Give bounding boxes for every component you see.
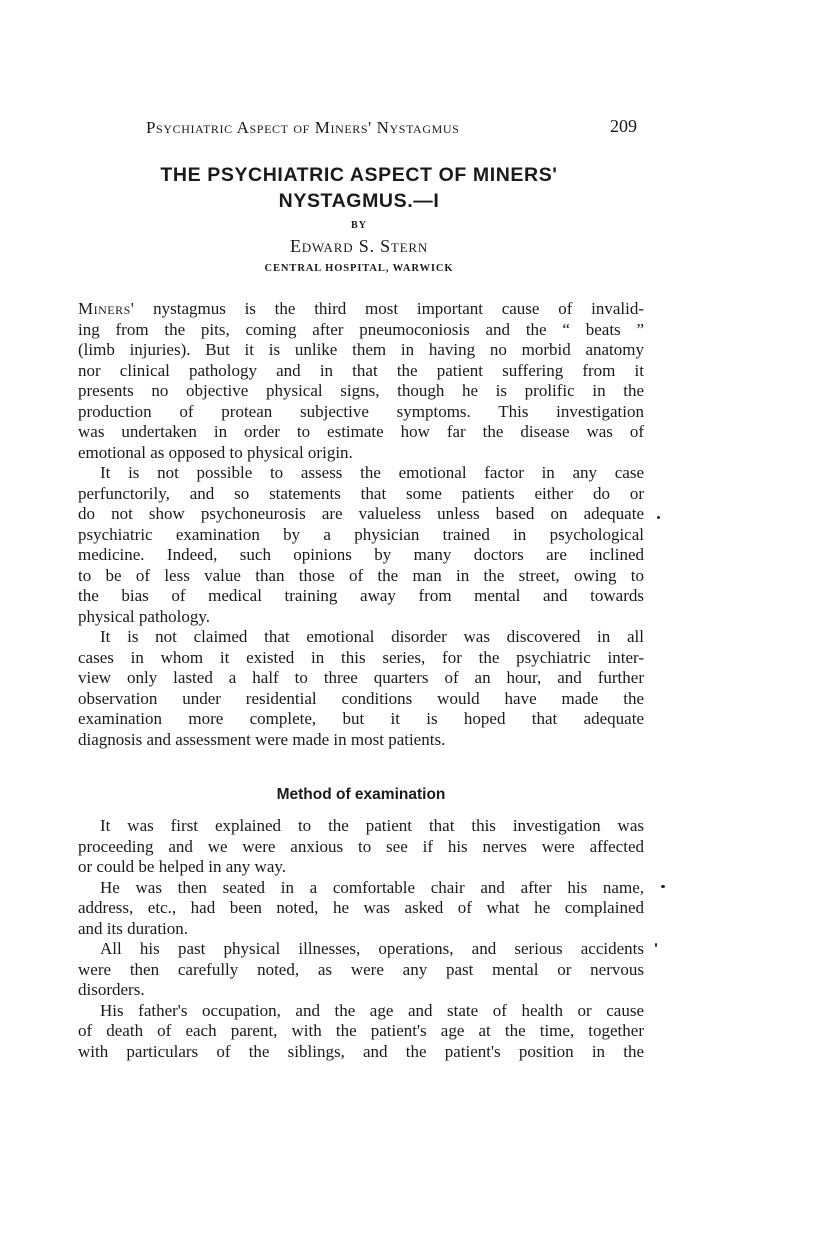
body-line: proceeding and we were anxious to see if his nerves were affected [78, 836, 644, 856]
body-line: was undertaken in order to estimate how far the disease was of [78, 422, 644, 441]
body-line: nor clinical pathology and in that the patient suffering from it [78, 360, 644, 380]
body-line: It is not possible to assess the emotional factor in any case [100, 463, 644, 482]
body-line: examination more complete, but it is hoped that adequate [78, 709, 644, 728]
scan-speck [661, 885, 665, 888]
body-line: perfunctorily, and so statements that some patients either do or [78, 483, 644, 503]
body-line: presents no objective physical signs, though he is prolific in the [78, 381, 644, 400]
lead-word: Miners' [78, 299, 135, 318]
scan-speck [657, 516, 660, 519]
body-line: or could be helped in any way. [78, 857, 287, 876]
body-line: ing from the pits, coming after pneumoconiosis and the “ beats ” [78, 319, 644, 339]
body-line: of death of each parent, with the patient's age at the time, together [78, 1021, 644, 1040]
body-line: view only lasted a half to three quarters of an hour, and further [78, 668, 644, 687]
body-line: do not show psychoneurosis are valueless unless based on adequate [78, 504, 644, 523]
body-line: diagnosis and assessment were made in most patients. [78, 729, 446, 749]
body-line: were then carefully noted, as were any past mental or nervous [78, 959, 644, 979]
method-body [78, 816, 644, 1062]
body-line: All his past physical illnesses, operations, and serious accidents [100, 939, 644, 958]
author-affiliation: CENTRAL HOSPITAL, WARWICK [264, 263, 454, 274]
body-line: It is not claimed that emotional disorder was discovered in all [100, 627, 644, 646]
running-head: Psychiatric Aspect of Miners' Nystagmus [146, 118, 460, 137]
article-title [78, 162, 640, 214]
section-heading: Method of examination [276, 786, 446, 803]
body-line: cases in whom it existed in this series, for the psychiatric inter- [78, 647, 644, 667]
byline: BY [351, 220, 367, 231]
body-line: medicine. Indeed, such opinions by many doctors are inclined [78, 545, 644, 564]
scan-speck [655, 943, 657, 947]
body-line: with particulars of the siblings, and the patient's position in the [78, 1041, 644, 1061]
body-line: emotional as opposed to physical origin. [78, 442, 353, 462]
body-line: He was then seated in a comfortable chair and after his name, [100, 877, 644, 897]
body-line: disorders. [78, 980, 145, 999]
body-line: psychiatric examination by a physician trained in psychological [78, 524, 644, 544]
page-number: 209 [610, 116, 637, 136]
body-line: production of protean subjective symptoms. This investigation [78, 401, 644, 421]
body-line: (limb injuries). But it is unlike them in having no morbid anatomy [78, 340, 644, 359]
intro-body [78, 299, 644, 750]
body-line: His father's occupation, and the age and state of health or cause [100, 1000, 644, 1020]
body-line: physical pathology. [78, 606, 211, 626]
body-line: Miners' nystagmus is the third most important cause of invalid- [78, 299, 644, 318]
body-line: and its duration. [78, 918, 189, 938]
body-line: address, etc., had been noted, he was asked of what he complained [78, 898, 644, 917]
body-line: to be of less value than those of the man in the street, owing to [78, 565, 644, 585]
article-title-line-2: NYSTAGMUS.—I [278, 190, 440, 212]
body-line: the bias of medical training away from mental and towards [78, 586, 644, 605]
body-line: It was first explained to the patient that this investigation was [100, 816, 644, 835]
article-title-line-1: THE PSYCHIATRIC ASPECT OF MINERS' [160, 164, 558, 186]
author-name: Edward S. Stern [289, 236, 429, 256]
body-line: observation under residential conditions would have made the [78, 688, 644, 708]
